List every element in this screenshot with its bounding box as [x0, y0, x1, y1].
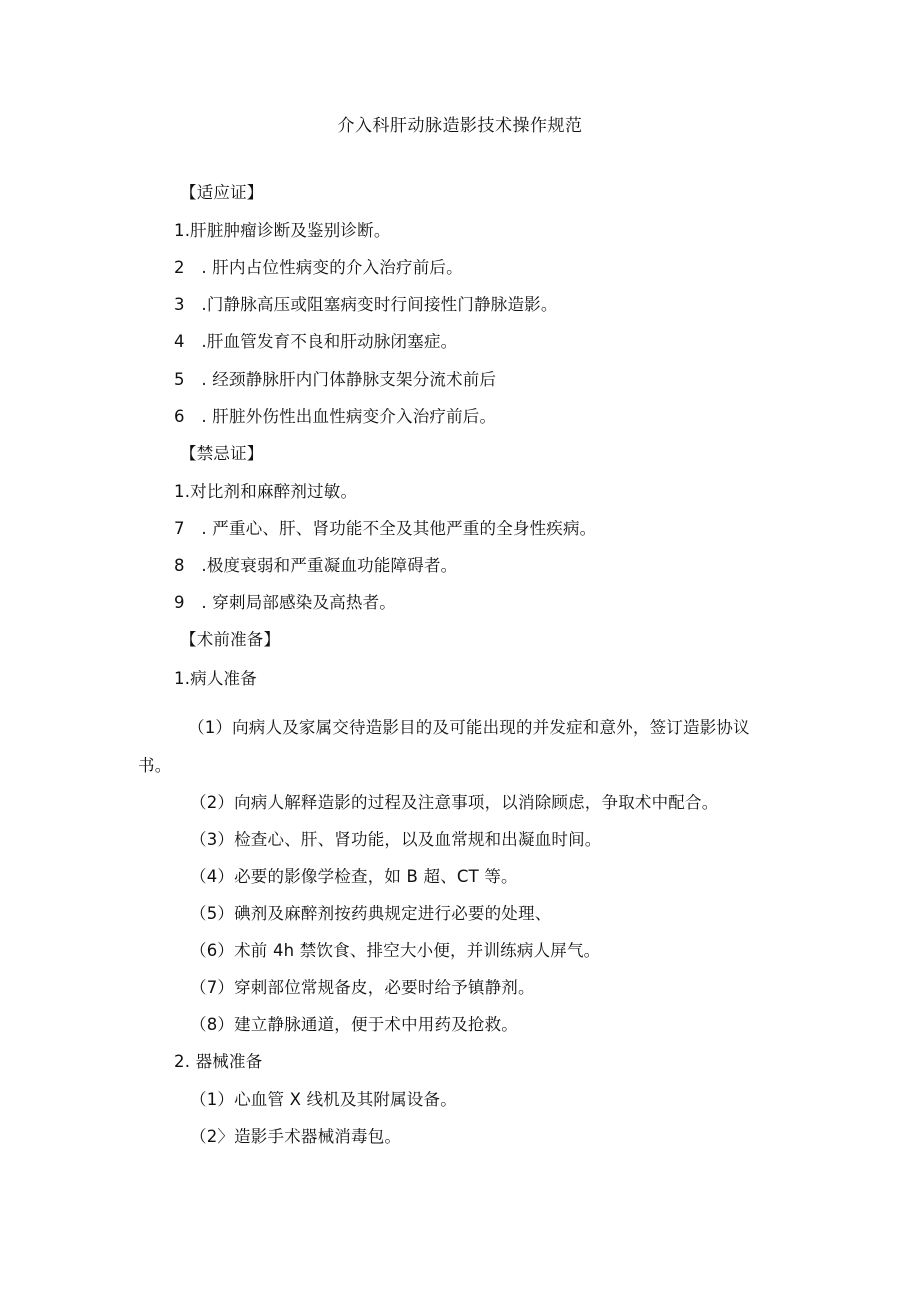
patient-prep-item: （8）建立静脉通道，便于术中用药及抢救。	[190, 1015, 518, 1034]
indication-item: 1.肝脏肿瘤诊断及鉴别诊断。	[174, 221, 391, 240]
indication-item: 5 . 经颈静脉肝内门体静脉支架分流术前后	[174, 370, 497, 389]
patient-prep-item: （3）检查心、肝、肾功能，以及血常规和出凝血时间。	[190, 830, 602, 849]
contraindication-item: 7 . 严重心、肝、肾功能不全及其他严重的全身性疾病。	[174, 519, 597, 538]
preop-heading: 【术前准备】	[180, 630, 281, 649]
contraindication-item: 1.对比剂和麻醉剂过敏。	[174, 482, 358, 501]
patient-prep-item: （2）向病人解释造影的过程及注意事项，以消除顾虑，争取术中配合。	[190, 793, 719, 812]
patient-prep-item: （4）必要的影像学检查，如 B 超、CT 等。	[190, 867, 518, 886]
patient-prep-item: （5）碘剂及麻醉剂按药典规定进行必要的处理、	[190, 904, 552, 923]
contraindications-heading: 【禁忌证】	[180, 444, 264, 463]
patient-prep-item: （6）术前 4h 禁饮食、排空大小便，并训练病人屏气。	[190, 941, 601, 960]
contraindication-item: 9 . 穿刺局部感染及高热者。	[174, 593, 396, 612]
indication-item: 4 .肝血管发育不良和肝动脉闭塞症。	[174, 332, 458, 351]
indications-heading: 【适应证】	[180, 183, 264, 202]
indication-item: 6 . 肝脏外伤性出血性病变介入治疗前后。	[174, 407, 497, 426]
indication-item: 3 .门静脉高压或阻塞病变时行间接性门静脉造影。	[174, 295, 558, 314]
contraindication-item: 8 .极度衰弱和严重凝血功能障碍者。	[174, 556, 458, 575]
document-title: 介入科肝动脉造影技术操作规范	[337, 116, 583, 136]
indication-item: 2 . 肝内占位性病变的介入治疗前后。	[174, 258, 463, 277]
equipment-prep-heading: 2. 器械准备	[174, 1052, 263, 1071]
equipment-prep-item: （1）心血管 X 线机及其附属设备。	[190, 1090, 457, 1109]
patient-prep-item-wrapped: （1）向病人及家属交待造影目的及可能出现的并发症和意外，签订造影协议书。	[138, 718, 750, 775]
equipment-prep-item: （2〉造影手术器械消毒包。	[190, 1127, 402, 1146]
patient-prep-item: （7）穿刺部位常规备皮，必要时给予镇静剂。	[190, 978, 535, 997]
patient-prep-heading: 1.病人准备	[174, 669, 257, 688]
